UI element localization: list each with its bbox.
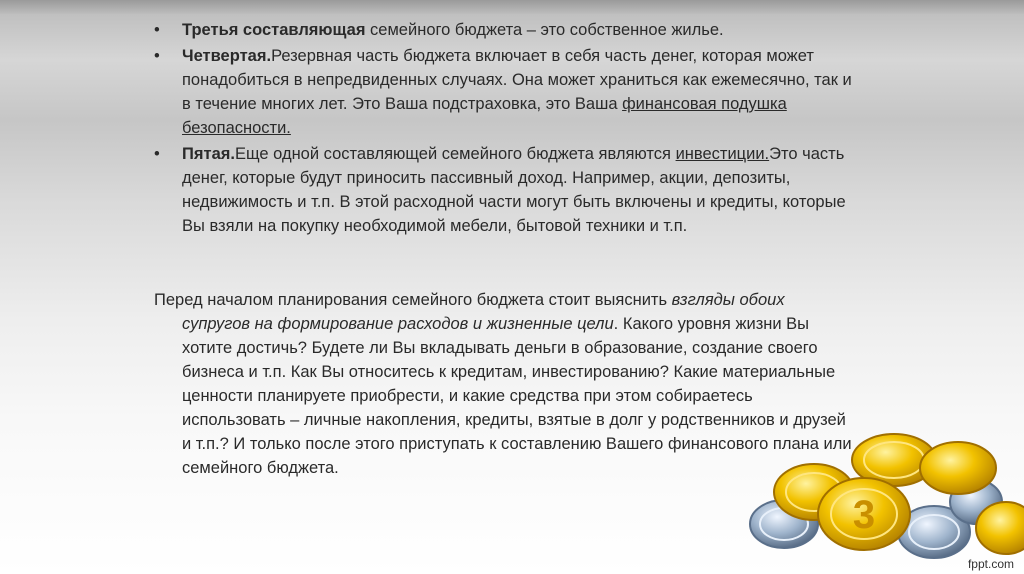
bullet-item-fifth [154, 142, 854, 238]
gold-coin [976, 502, 1024, 554]
bullet-tail: Это часть денег, которые будут приносить пассивный доход. Например, акции, депозиты, недвижимость и т.п. В этой расходной части могут быть включены и кредиты, которые Вы взяли на покупку необходимой мебели, бытовой техники и т.п. [182, 145, 846, 235]
brand-watermark: fppt.com [967, 557, 1014, 571]
bullet-text: Еще одной составляющей семейного бюджета являются [234, 145, 676, 163]
coin-digit: 3 [852, 493, 876, 537]
bullet-item-fourth [154, 44, 854, 140]
bullet-text: Резервная часть бюджета включает в себя часть денег, которая может понадобиться в непредвиденных случаях. Она может храниться как ежемесячно, так и в течение многих лет. Это Ваша подстраховка, это Ваша [182, 47, 852, 113]
bullet-item-third [154, 18, 854, 42]
paragraph-rest: . Какого уровня жизни Вы хотите достичь? Будете ли Вы вкладывать деньги в образование, создание своего бизнеса и т.п. Как Вы относитесь к кредитам, инвестированию? Какие материальные ценности планируете приобрести, и какие средства при этом собираетесь использовать – личные накопления, кредиты, взятые в долг у родственников и друзей и т.п.? И только после этого приступать к составлению Вашего финансового плана или семейного бюджета. [182, 315, 852, 477]
bullet-text: семейного бюджета – это собственное жилье. [365, 21, 724, 39]
bullet-list [154, 18, 854, 238]
bullet-lead: Пятая. [182, 145, 235, 163]
coins-illustration [744, 432, 1024, 574]
financial-cushion-link[interactable]: финансовая подушка безопасности. [182, 95, 787, 137]
paragraph-emphasis: взгляды обоих супругов на формирование расходов и жизненные цели [182, 291, 785, 333]
paragraph-intro: Перед началом планирования семейного бюджета стоит выяснить [154, 291, 672, 309]
bullet-lead: Третья составляющая [182, 21, 366, 39]
bullet-dot: • [154, 145, 160, 163]
bullet-dot: • [154, 21, 160, 39]
top-bar [0, 0, 1024, 14]
gold-coin [818, 478, 910, 550]
gold-coin [920, 442, 996, 494]
investments-link[interactable]: инвестиции. [675, 145, 770, 163]
slide-content [154, 18, 854, 497]
bullet-dot: • [154, 47, 160, 65]
bullet-lead: Четвертая. [182, 47, 272, 65]
